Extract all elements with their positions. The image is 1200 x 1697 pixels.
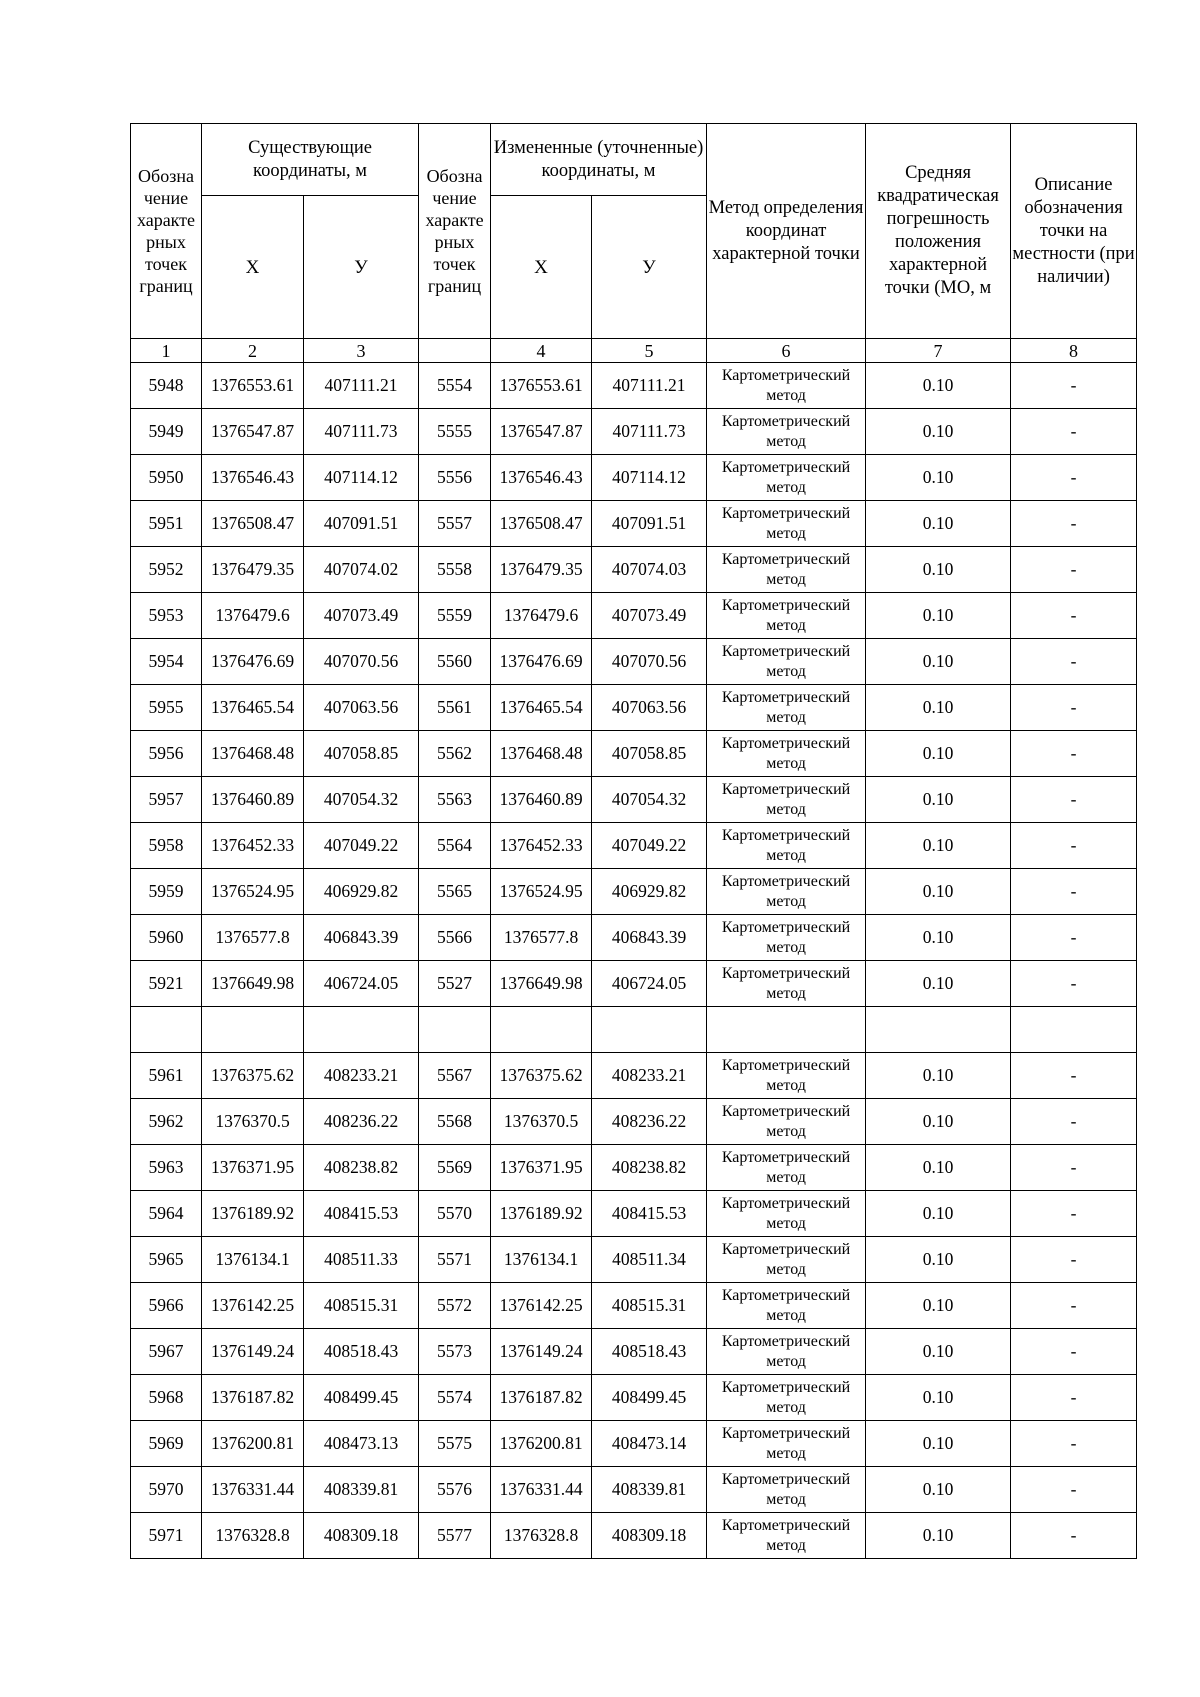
method-cell: Картометрический метод bbox=[707, 1421, 866, 1467]
header-changed-coordinates: Измененные (уточненные) координаты, м bbox=[491, 124, 707, 196]
point-number-cell: 5966 bbox=[131, 1283, 202, 1329]
mse-cell: 0.10 bbox=[866, 501, 1011, 547]
table-row bbox=[131, 731, 1137, 777]
mse-cell: 0.10 bbox=[866, 961, 1011, 1007]
description-cell: - bbox=[1011, 409, 1137, 455]
method-cell: Картометрический метод bbox=[707, 1283, 866, 1329]
mse-cell: 0.10 bbox=[866, 363, 1011, 409]
coordinates-table bbox=[130, 123, 1137, 1559]
changed-x-cell: 1376649.98 bbox=[491, 961, 592, 1007]
table-body bbox=[131, 363, 1137, 1559]
point-number-cell: 5970 bbox=[131, 1467, 202, 1513]
changed-y-cell: 406724.05 bbox=[592, 961, 707, 1007]
column-number bbox=[419, 339, 491, 363]
table-header bbox=[131, 124, 1137, 363]
changed-y-cell: 407073.49 bbox=[592, 593, 707, 639]
point-number-cell: 5968 bbox=[131, 1375, 202, 1421]
changed-point-number-cell: 5566 bbox=[419, 915, 491, 961]
changed-y-cell: 408515.31 bbox=[592, 1283, 707, 1329]
changed-x-cell: 1376546.43 bbox=[491, 455, 592, 501]
point-number-cell: 5963 bbox=[131, 1145, 202, 1191]
table-row bbox=[131, 777, 1137, 823]
existing-y-cell: 408515.31 bbox=[304, 1283, 419, 1329]
description-cell: - bbox=[1011, 731, 1137, 777]
changed-point-number-cell: 5554 bbox=[419, 363, 491, 409]
method-cell: Картометрический метод bbox=[707, 547, 866, 593]
method-cell: Картометрический метод bbox=[707, 685, 866, 731]
changed-x-cell: 1376331.44 bbox=[491, 1467, 592, 1513]
existing-y-cell: 407111.73 bbox=[304, 409, 419, 455]
point-number-cell: 5950 bbox=[131, 455, 202, 501]
separator-row bbox=[131, 1007, 1137, 1053]
mse-cell: 0.10 bbox=[866, 869, 1011, 915]
changed-x-cell: 1376452.33 bbox=[491, 823, 592, 869]
changed-point-number-cell: 5563 bbox=[419, 777, 491, 823]
changed-y-cell: 407058.85 bbox=[592, 731, 707, 777]
mse-cell: 0.10 bbox=[866, 1145, 1011, 1191]
point-number-cell: 5967 bbox=[131, 1329, 202, 1375]
description-cell: - bbox=[1011, 961, 1137, 1007]
empty-cell bbox=[707, 1007, 866, 1053]
changed-y-cell: 408473.14 bbox=[592, 1421, 707, 1467]
existing-y-cell: 408236.22 bbox=[304, 1099, 419, 1145]
point-number-cell: 5957 bbox=[131, 777, 202, 823]
description-cell: - bbox=[1011, 1237, 1137, 1283]
table-row bbox=[131, 1375, 1137, 1421]
point-number-cell: 5959 bbox=[131, 869, 202, 915]
table-row bbox=[131, 1467, 1137, 1513]
description-cell: - bbox=[1011, 777, 1137, 823]
changed-y-cell: 407091.51 bbox=[592, 501, 707, 547]
changed-y-cell: 408309.18 bbox=[592, 1513, 707, 1559]
mse-cell: 0.10 bbox=[866, 1283, 1011, 1329]
description-cell: - bbox=[1011, 455, 1137, 501]
point-number-cell: 5962 bbox=[131, 1099, 202, 1145]
changed-point-number-cell: 5568 bbox=[419, 1099, 491, 1145]
empty-cell bbox=[592, 1007, 707, 1053]
mse-cell: 0.10 bbox=[866, 455, 1011, 501]
point-number-cell: 5952 bbox=[131, 547, 202, 593]
changed-x-cell: 1376577.8 bbox=[491, 915, 592, 961]
changed-y-cell: 406843.39 bbox=[592, 915, 707, 961]
description-cell: - bbox=[1011, 363, 1137, 409]
point-number-cell: 5951 bbox=[131, 501, 202, 547]
mse-cell: 0.10 bbox=[866, 1421, 1011, 1467]
existing-y-cell: 406929.82 bbox=[304, 869, 419, 915]
description-cell: - bbox=[1011, 639, 1137, 685]
method-cell: Картометрический метод bbox=[707, 1237, 866, 1283]
header-changed-y: У bbox=[592, 196, 707, 339]
column-numbers-row bbox=[131, 339, 1137, 363]
changed-y-cell: 408499.45 bbox=[592, 1375, 707, 1421]
table-row bbox=[131, 1053, 1137, 1099]
point-number-cell: 5956 bbox=[131, 731, 202, 777]
table-row bbox=[131, 1283, 1137, 1329]
description-cell: - bbox=[1011, 685, 1137, 731]
header-existing-x: X bbox=[202, 196, 304, 339]
changed-x-cell: 1376479.35 bbox=[491, 547, 592, 593]
column-number: 8 bbox=[1011, 339, 1137, 363]
table-row bbox=[131, 547, 1137, 593]
changed-y-cell: 408238.82 bbox=[592, 1145, 707, 1191]
existing-x-cell: 1376546.43 bbox=[202, 455, 304, 501]
existing-x-cell: 1376134.1 bbox=[202, 1237, 304, 1283]
method-cell: Картометрический метод bbox=[707, 731, 866, 777]
method-cell: Картометрический метод bbox=[707, 1191, 866, 1237]
mse-cell: 0.10 bbox=[866, 1053, 1011, 1099]
changed-point-number-cell: 5567 bbox=[419, 1053, 491, 1099]
changed-point-number-cell: 5556 bbox=[419, 455, 491, 501]
changed-x-cell: 1376468.48 bbox=[491, 731, 592, 777]
changed-point-number-cell: 5557 bbox=[419, 501, 491, 547]
existing-y-cell: 407074.02 bbox=[304, 547, 419, 593]
mse-cell: 0.10 bbox=[866, 1513, 1011, 1559]
changed-x-cell: 1376460.89 bbox=[491, 777, 592, 823]
method-cell: Картометрический метод bbox=[707, 777, 866, 823]
description-cell: - bbox=[1011, 501, 1137, 547]
existing-y-cell: 407114.12 bbox=[304, 455, 419, 501]
changed-point-number-cell: 5577 bbox=[419, 1513, 491, 1559]
empty-cell bbox=[202, 1007, 304, 1053]
method-cell: Картометрический метод bbox=[707, 1467, 866, 1513]
changed-y-cell: 407070.56 bbox=[592, 639, 707, 685]
column-number: 7 bbox=[866, 339, 1011, 363]
existing-y-cell: 408233.21 bbox=[304, 1053, 419, 1099]
table-row bbox=[131, 593, 1137, 639]
description-cell: - bbox=[1011, 1329, 1137, 1375]
column-number: 1 bbox=[131, 339, 202, 363]
header-description: Описание обозначения точки на местности (при наличии) bbox=[1011, 124, 1137, 339]
existing-y-cell: 408238.82 bbox=[304, 1145, 419, 1191]
existing-x-cell: 1376479.6 bbox=[202, 593, 304, 639]
changed-y-cell: 408511.34 bbox=[592, 1237, 707, 1283]
method-cell: Картометрический метод bbox=[707, 593, 866, 639]
table-row bbox=[131, 363, 1137, 409]
changed-point-number-cell: 5560 bbox=[419, 639, 491, 685]
method-cell: Картометрический метод bbox=[707, 1099, 866, 1145]
column-number: 5 bbox=[592, 339, 707, 363]
changed-x-cell: 1376370.5 bbox=[491, 1099, 592, 1145]
existing-x-cell: 1376328.8 bbox=[202, 1513, 304, 1559]
point-number-cell: 5969 bbox=[131, 1421, 202, 1467]
changed-x-cell: 1376476.69 bbox=[491, 639, 592, 685]
existing-y-cell: 407054.32 bbox=[304, 777, 419, 823]
changed-point-number-cell: 5569 bbox=[419, 1145, 491, 1191]
description-cell: - bbox=[1011, 1467, 1137, 1513]
existing-y-cell: 408511.33 bbox=[304, 1237, 419, 1283]
table-row bbox=[131, 869, 1137, 915]
header-mse: Средняя квадратическая погрешность положения характерной точки (МО, м bbox=[866, 124, 1011, 339]
mse-cell: 0.10 bbox=[866, 685, 1011, 731]
changed-point-number-cell: 5574 bbox=[419, 1375, 491, 1421]
existing-y-cell: 407070.56 bbox=[304, 639, 419, 685]
existing-x-cell: 1376468.48 bbox=[202, 731, 304, 777]
mse-cell: 0.10 bbox=[866, 1237, 1011, 1283]
empty-cell bbox=[419, 1007, 491, 1053]
changed-point-number-cell: 5555 bbox=[419, 409, 491, 455]
point-number-cell: 5948 bbox=[131, 363, 202, 409]
description-cell: - bbox=[1011, 1375, 1137, 1421]
changed-y-cell: 407114.12 bbox=[592, 455, 707, 501]
changed-x-cell: 1376189.92 bbox=[491, 1191, 592, 1237]
description-cell: - bbox=[1011, 1513, 1137, 1559]
mse-cell: 0.10 bbox=[866, 1329, 1011, 1375]
changed-point-number-cell: 5572 bbox=[419, 1283, 491, 1329]
existing-y-cell: 407073.49 bbox=[304, 593, 419, 639]
table-row bbox=[131, 409, 1137, 455]
changed-y-cell: 407063.56 bbox=[592, 685, 707, 731]
table-row bbox=[131, 823, 1137, 869]
changed-x-cell: 1376134.1 bbox=[491, 1237, 592, 1283]
header-designation-changed: Обозна чение характе рных точек границ bbox=[419, 124, 491, 339]
changed-x-cell: 1376524.95 bbox=[491, 869, 592, 915]
header-existing-y: У bbox=[304, 196, 419, 339]
changed-y-cell: 408236.22 bbox=[592, 1099, 707, 1145]
changed-y-cell: 407074.03 bbox=[592, 547, 707, 593]
empty-cell bbox=[1011, 1007, 1137, 1053]
changed-y-cell: 408339.81 bbox=[592, 1467, 707, 1513]
point-number-cell: 5960 bbox=[131, 915, 202, 961]
method-cell: Картометрический метод bbox=[707, 1513, 866, 1559]
existing-x-cell: 1376371.95 bbox=[202, 1145, 304, 1191]
changed-x-cell: 1376508.47 bbox=[491, 501, 592, 547]
empty-cell bbox=[491, 1007, 592, 1053]
empty-cell bbox=[304, 1007, 419, 1053]
existing-y-cell: 406724.05 bbox=[304, 961, 419, 1007]
table-row bbox=[131, 455, 1137, 501]
existing-y-cell: 407063.56 bbox=[304, 685, 419, 731]
mse-cell: 0.10 bbox=[866, 777, 1011, 823]
description-cell: - bbox=[1011, 1145, 1137, 1191]
point-number-cell: 5955 bbox=[131, 685, 202, 731]
mse-cell: 0.10 bbox=[866, 731, 1011, 777]
changed-point-number-cell: 5561 bbox=[419, 685, 491, 731]
existing-x-cell: 1376187.82 bbox=[202, 1375, 304, 1421]
table-row bbox=[131, 1099, 1137, 1145]
point-number-cell: 5971 bbox=[131, 1513, 202, 1559]
existing-x-cell: 1376142.25 bbox=[202, 1283, 304, 1329]
point-number-cell: 5921 bbox=[131, 961, 202, 1007]
point-number-cell: 5961 bbox=[131, 1053, 202, 1099]
changed-y-cell: 408518.43 bbox=[592, 1329, 707, 1375]
mse-cell: 0.10 bbox=[866, 1467, 1011, 1513]
table-row bbox=[131, 1191, 1137, 1237]
description-cell: - bbox=[1011, 823, 1137, 869]
existing-y-cell: 408473.13 bbox=[304, 1421, 419, 1467]
mse-cell: 0.10 bbox=[866, 1191, 1011, 1237]
table-row bbox=[131, 1145, 1137, 1191]
mse-cell: 0.10 bbox=[866, 1099, 1011, 1145]
table-row bbox=[131, 915, 1137, 961]
existing-x-cell: 1376460.89 bbox=[202, 777, 304, 823]
existing-y-cell: 408415.53 bbox=[304, 1191, 419, 1237]
table-row bbox=[131, 639, 1137, 685]
changed-point-number-cell: 5558 bbox=[419, 547, 491, 593]
mse-cell: 0.10 bbox=[866, 409, 1011, 455]
point-number-cell: 5965 bbox=[131, 1237, 202, 1283]
method-cell: Картометрический метод bbox=[707, 915, 866, 961]
description-cell: - bbox=[1011, 915, 1137, 961]
column-number: 6 bbox=[707, 339, 866, 363]
point-number-cell: 5964 bbox=[131, 1191, 202, 1237]
empty-cell bbox=[866, 1007, 1011, 1053]
table-row bbox=[131, 1237, 1137, 1283]
existing-y-cell: 407049.22 bbox=[304, 823, 419, 869]
changed-x-cell: 1376187.82 bbox=[491, 1375, 592, 1421]
description-cell: - bbox=[1011, 869, 1137, 915]
header-existing-coordinates: Существующие координаты, м bbox=[202, 124, 419, 196]
description-cell: - bbox=[1011, 1421, 1137, 1467]
mse-cell: 0.10 bbox=[866, 593, 1011, 639]
header-changed-x: X bbox=[491, 196, 592, 339]
mse-cell: 0.10 bbox=[866, 823, 1011, 869]
description-cell: - bbox=[1011, 547, 1137, 593]
changed-x-cell: 1376142.25 bbox=[491, 1283, 592, 1329]
existing-x-cell: 1376465.54 bbox=[202, 685, 304, 731]
changed-point-number-cell: 5562 bbox=[419, 731, 491, 777]
changed-point-number-cell: 5573 bbox=[419, 1329, 491, 1375]
changed-y-cell: 407111.21 bbox=[592, 363, 707, 409]
changed-x-cell: 1376149.24 bbox=[491, 1329, 592, 1375]
changed-y-cell: 408415.53 bbox=[592, 1191, 707, 1237]
changed-y-cell: 406929.82 bbox=[592, 869, 707, 915]
existing-y-cell: 408309.18 bbox=[304, 1513, 419, 1559]
table-row bbox=[131, 961, 1137, 1007]
method-cell: Картометрический метод bbox=[707, 961, 866, 1007]
existing-y-cell: 406843.39 bbox=[304, 915, 419, 961]
changed-x-cell: 1376371.95 bbox=[491, 1145, 592, 1191]
existing-x-cell: 1376200.81 bbox=[202, 1421, 304, 1467]
changed-point-number-cell: 5571 bbox=[419, 1237, 491, 1283]
changed-point-number-cell: 5559 bbox=[419, 593, 491, 639]
method-cell: Картометрический метод bbox=[707, 823, 866, 869]
changed-x-cell: 1376200.81 bbox=[491, 1421, 592, 1467]
existing-y-cell: 408518.43 bbox=[304, 1329, 419, 1375]
existing-x-cell: 1376331.44 bbox=[202, 1467, 304, 1513]
column-number: 3 bbox=[304, 339, 419, 363]
point-number-cell: 5949 bbox=[131, 409, 202, 455]
mse-cell: 0.10 bbox=[866, 1375, 1011, 1421]
method-cell: Картометрический метод bbox=[707, 1053, 866, 1099]
mse-cell: 0.10 bbox=[866, 915, 1011, 961]
method-cell: Картометрический метод bbox=[707, 1329, 866, 1375]
method-cell: Картометрический метод bbox=[707, 363, 866, 409]
method-cell: Картометрический метод bbox=[707, 409, 866, 455]
table-row bbox=[131, 1513, 1137, 1559]
changed-point-number-cell: 5576 bbox=[419, 1467, 491, 1513]
method-cell: Картометрический метод bbox=[707, 455, 866, 501]
mse-cell: 0.10 bbox=[866, 547, 1011, 593]
table-row bbox=[131, 501, 1137, 547]
description-cell: - bbox=[1011, 593, 1137, 639]
changed-x-cell: 1376375.62 bbox=[491, 1053, 592, 1099]
changed-y-cell: 407111.73 bbox=[592, 409, 707, 455]
changed-x-cell: 1376465.54 bbox=[491, 685, 592, 731]
point-number-cell: 5958 bbox=[131, 823, 202, 869]
changed-point-number-cell: 5565 bbox=[419, 869, 491, 915]
existing-x-cell: 1376553.61 bbox=[202, 363, 304, 409]
existing-y-cell: 407111.21 bbox=[304, 363, 419, 409]
method-cell: Картометрический метод bbox=[707, 1145, 866, 1191]
existing-x-cell: 1376649.98 bbox=[202, 961, 304, 1007]
changed-point-number-cell: 5575 bbox=[419, 1421, 491, 1467]
existing-x-cell: 1376508.47 bbox=[202, 501, 304, 547]
changed-y-cell: 408233.21 bbox=[592, 1053, 707, 1099]
table-row bbox=[131, 685, 1137, 731]
existing-y-cell: 408339.81 bbox=[304, 1467, 419, 1513]
method-cell: Картометрический метод bbox=[707, 501, 866, 547]
existing-y-cell: 407058.85 bbox=[304, 731, 419, 777]
existing-y-cell: 408499.45 bbox=[304, 1375, 419, 1421]
existing-x-cell: 1376189.92 bbox=[202, 1191, 304, 1237]
existing-y-cell: 407091.51 bbox=[304, 501, 419, 547]
changed-x-cell: 1376328.8 bbox=[491, 1513, 592, 1559]
existing-x-cell: 1376370.5 bbox=[202, 1099, 304, 1145]
empty-cell bbox=[131, 1007, 202, 1053]
method-cell: Картометрический метод bbox=[707, 1375, 866, 1421]
changed-point-number-cell: 5570 bbox=[419, 1191, 491, 1237]
table-row bbox=[131, 1329, 1137, 1375]
changed-x-cell: 1376553.61 bbox=[491, 363, 592, 409]
description-cell: - bbox=[1011, 1191, 1137, 1237]
changed-x-cell: 1376547.87 bbox=[491, 409, 592, 455]
header-method: Метод определения координат характерной точки bbox=[707, 124, 866, 339]
column-number: 2 bbox=[202, 339, 304, 363]
existing-x-cell: 1376375.62 bbox=[202, 1053, 304, 1099]
description-cell: - bbox=[1011, 1099, 1137, 1145]
point-number-cell: 5954 bbox=[131, 639, 202, 685]
existing-x-cell: 1376577.8 bbox=[202, 915, 304, 961]
changed-y-cell: 407054.32 bbox=[592, 777, 707, 823]
point-number-cell: 5953 bbox=[131, 593, 202, 639]
existing-x-cell: 1376149.24 bbox=[202, 1329, 304, 1375]
changed-y-cell: 407049.22 bbox=[592, 823, 707, 869]
existing-x-cell: 1376452.33 bbox=[202, 823, 304, 869]
description-cell: - bbox=[1011, 1053, 1137, 1099]
existing-x-cell: 1376524.95 bbox=[202, 869, 304, 915]
column-number: 4 bbox=[491, 339, 592, 363]
mse-cell: 0.10 bbox=[866, 639, 1011, 685]
existing-x-cell: 1376547.87 bbox=[202, 409, 304, 455]
changed-point-number-cell: 5564 bbox=[419, 823, 491, 869]
table-row bbox=[131, 1421, 1137, 1467]
method-cell: Картометрический метод bbox=[707, 639, 866, 685]
header-designation-existing: Обозна чение характе рных точек границ bbox=[131, 124, 202, 339]
changed-x-cell: 1376479.6 bbox=[491, 593, 592, 639]
existing-x-cell: 1376476.69 bbox=[202, 639, 304, 685]
existing-x-cell: 1376479.35 bbox=[202, 547, 304, 593]
method-cell: Картометрический метод bbox=[707, 869, 866, 915]
description-cell: - bbox=[1011, 1283, 1137, 1329]
changed-point-number-cell: 5527 bbox=[419, 961, 491, 1007]
